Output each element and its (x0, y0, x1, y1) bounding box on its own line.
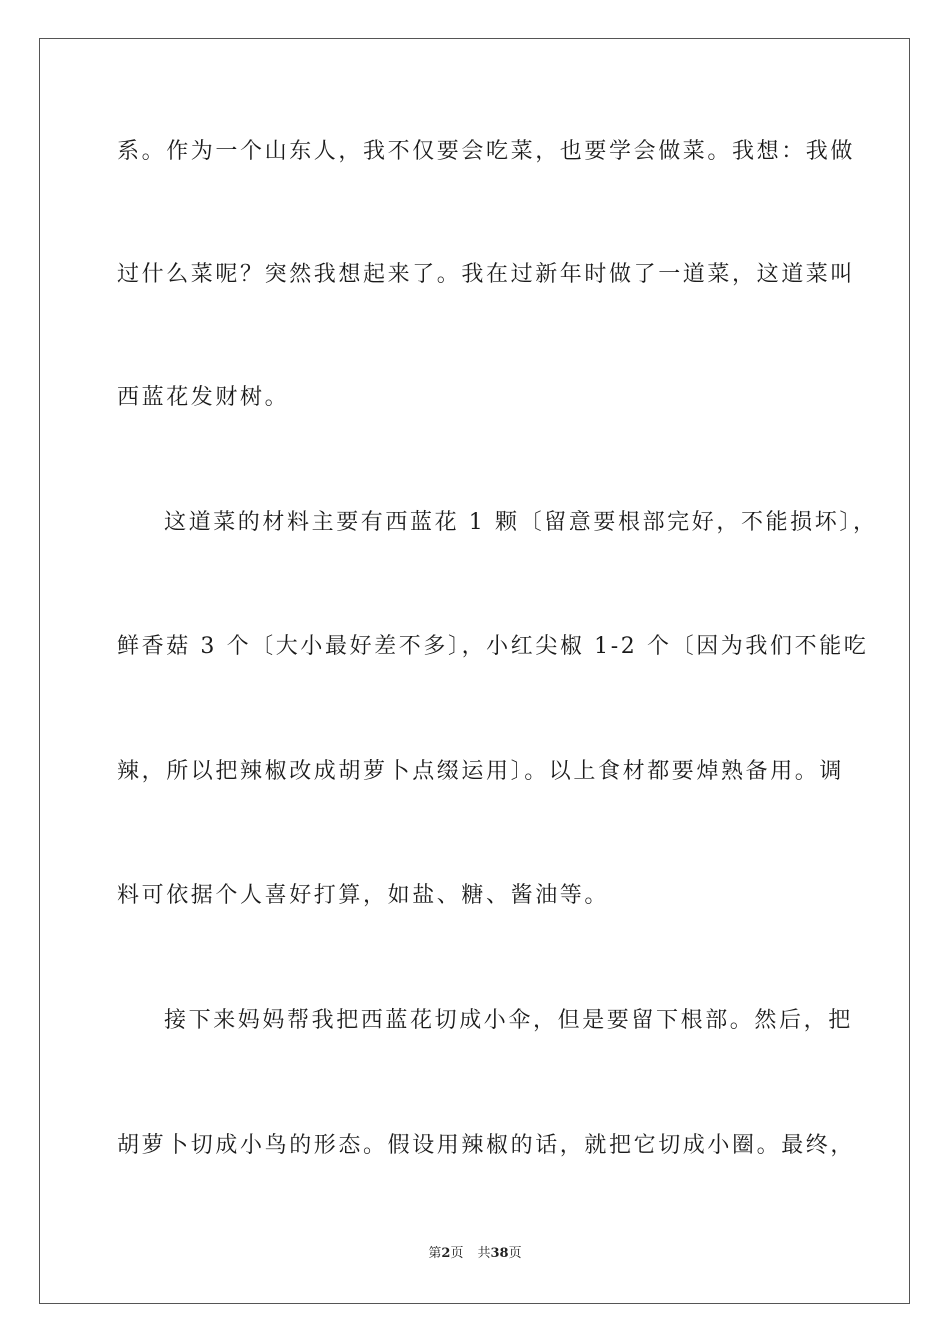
total-label-suffix: 页 (508, 1246, 522, 1261)
page-label-suffix: 页 (450, 1246, 464, 1261)
total-label-prefix: 共 (477, 1246, 491, 1261)
current-page-number: 2 (441, 1246, 451, 1261)
text-line: 过什么菜呢？突然我想起来了。我在过新年时做了一道菜，这道菜叫 (117, 262, 856, 287)
total-page-count: 38 (490, 1246, 509, 1261)
text-line: 西蓝花发财树。 (117, 385, 290, 410)
text-line: 鲜香菇 3 个〔大小最好差不多〕，小红尖椒 1-2 个〔因为我们不能吃 (117, 634, 869, 659)
paragraph-first-line: 接下来妈妈帮我把西蓝花切成小伞，但是要留下根部。然后，把 (164, 1008, 853, 1033)
text-line: 辣，所以把辣椒改成胡萝卜点缀运用〕。以上食材都要焯熟备用。调 (117, 759, 845, 784)
page-footer (0, 1245, 950, 1263)
text-line: 料可依据个人喜好打算，如盐、糖、酱油等。 (117, 883, 610, 908)
paragraph-first-line: 这道菜的材料主要有西蓝花 1 颗〔留意要根部完好，不能损坏〕， (164, 510, 878, 535)
page-border (39, 38, 910, 1304)
page-label-prefix: 第 (428, 1246, 442, 1261)
text-line: 胡萝卜切成小鸟的形态。假设用辣椒的话，就把它切成小圈。最终， (117, 1133, 856, 1158)
text-line: 系。作为一个山东人，我不仅要会吃菜，也要学会做菜。我想：我做 (117, 139, 856, 164)
